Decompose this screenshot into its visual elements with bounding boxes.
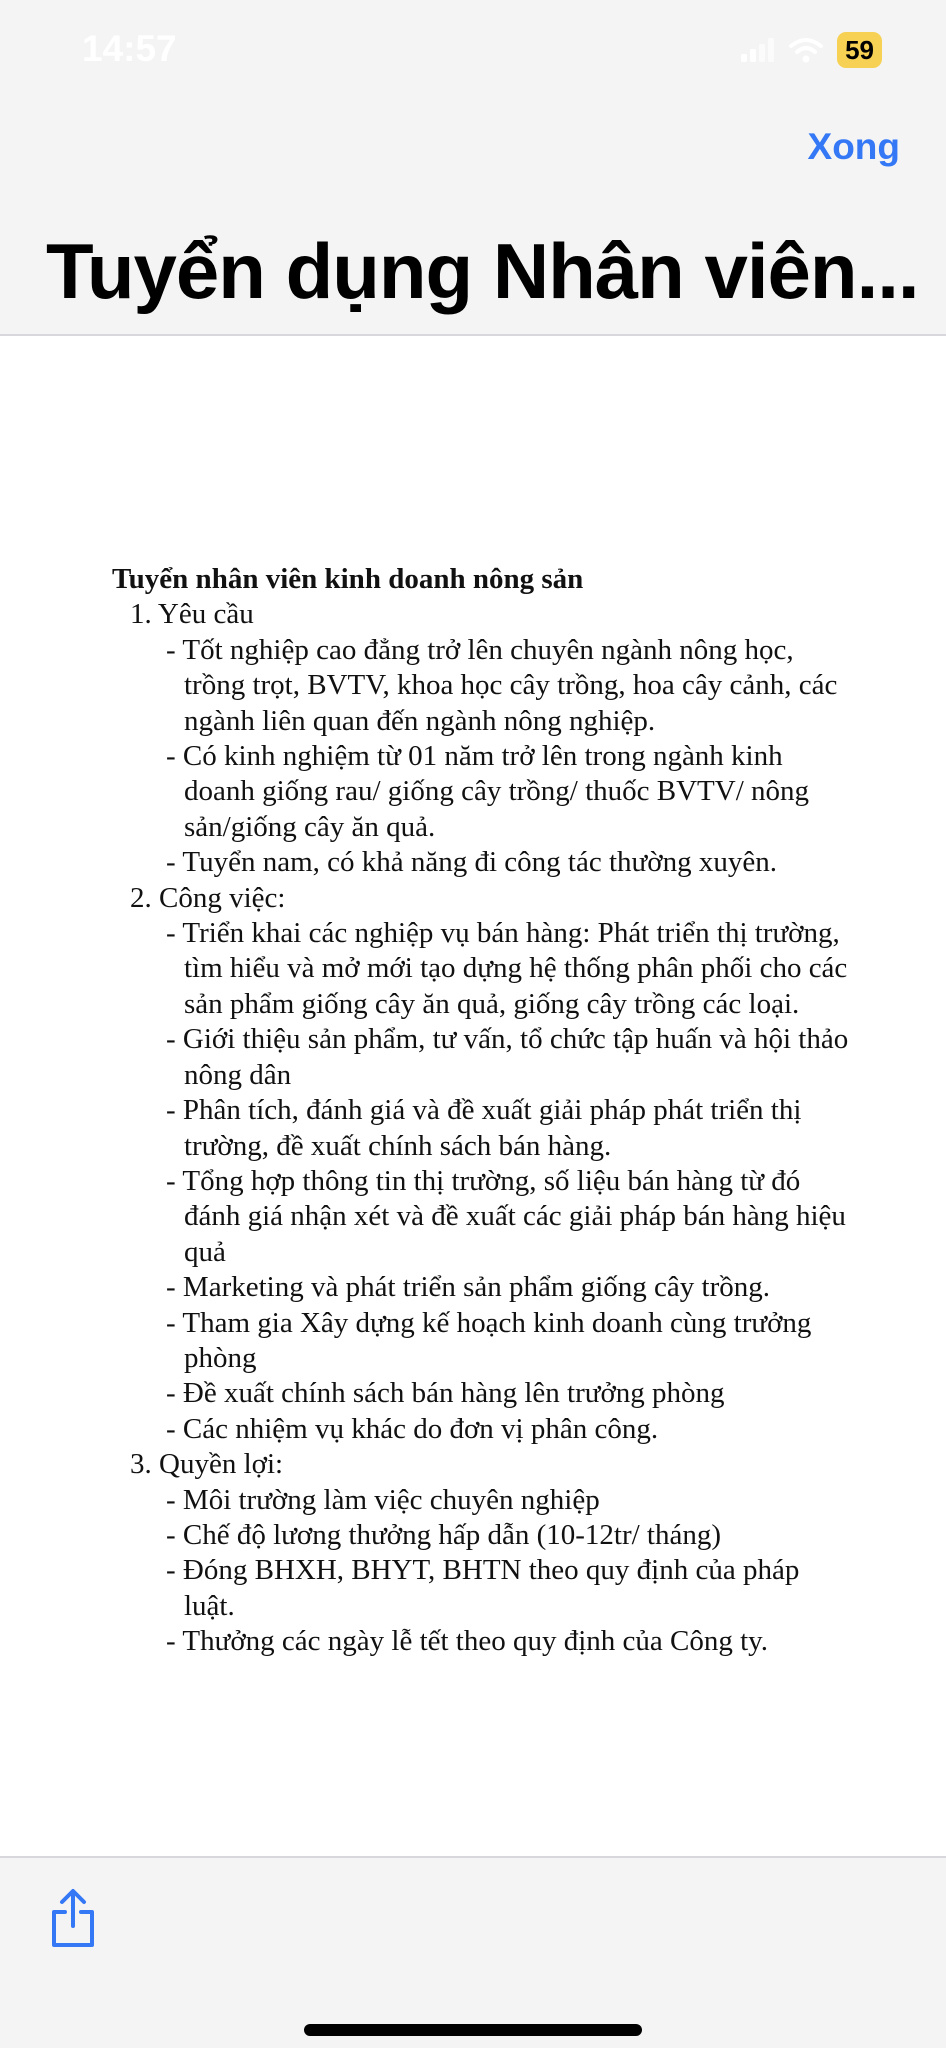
navigation-header bbox=[0, 0, 946, 336]
list-item: - Đóng BHXH, BHYT, BHTN theo quy định của pháp luật. bbox=[166, 1554, 800, 1622]
home-indicator bbox=[304, 2024, 642, 2036]
list-item: - Tổng hợp thông tin thị trường, số liệu bán hàng từ đó đánh giá nhận xét và đề xuất các giải pháp bán hàng hiệu quả bbox=[166, 1164, 846, 1268]
document-content bbox=[112, 562, 852, 1660]
done-button[interactable]: Xong bbox=[807, 126, 900, 167]
section-heading: 3. Quyền lợi: bbox=[130, 1448, 284, 1481]
status-time: 14:57 bbox=[82, 28, 177, 69]
list-item: - Tốt nghiệp cao đẳng trở lên chuyên ngành nông học, trồng trọt, BVTV, khoa học cây trồng, hoa cây cảnh, các ngành liên quan đến ngành nông nghiệp. bbox=[166, 633, 838, 737]
section-heading: 1. Yêu cầu bbox=[130, 598, 254, 631]
list-item: - Giới thiệu sản phẩm, tư vấn, tổ chức tập huấn và hội thảo nông dân bbox=[166, 1023, 849, 1091]
list-item: - Tuyển nam, có khả năng đi công tác thường xuyên. bbox=[166, 846, 777, 879]
list-item: - Môi trường làm việc chuyên nghiệp bbox=[166, 1483, 600, 1516]
document-heading: Tuyển nhân viên kinh doanh nông sản bbox=[112, 563, 584, 595]
wifi-icon bbox=[789, 37, 823, 63]
list-item: - Phân tích, đánh giá và đề xuất giải pháp phát triển thị trường, đề xuất chính sách bán hàng. bbox=[166, 1094, 802, 1162]
list-item: - Thưởng các ngày lễ tết theo quy định của Công ty. bbox=[166, 1625, 769, 1658]
list-item: - Triển khai các nghiệp vụ bán hàng: Phát triển thị trường, tìm hiểu và mở mới tạo dựng hệ thống phân phối cho các sản phẩm giống cây ăn quả, giống cây trồng các loại. bbox=[166, 917, 848, 1020]
list-item: - Marketing và phát triển sản phẩm giống cây trồng. bbox=[166, 1271, 771, 1304]
status-icons bbox=[741, 32, 882, 68]
section-heading: 2. Công việc: bbox=[130, 881, 286, 914]
battery-level: 59 bbox=[837, 32, 882, 68]
list-item: - Các nhiệm vụ khác do đơn vị phân công. bbox=[166, 1412, 659, 1445]
share-icon bbox=[48, 1888, 98, 1948]
page-title: Tuyển dụng Nhân viên... bbox=[46, 227, 919, 315]
list-item: - Có kinh nghiệm từ 01 năm trở lên trong ngành kinh doanh giống rau/ giống cây trồng/ thuốc BVTV/ nông sản/giống cây ăn quả. bbox=[166, 740, 810, 843]
bottom-toolbar bbox=[0, 1856, 946, 2048]
share-button[interactable] bbox=[48, 1888, 98, 1948]
document-lines bbox=[112, 597, 852, 1659]
list-item: - Đề xuất chính sách bán hàng lên trưởng phòng bbox=[166, 1377, 725, 1410]
list-item: - Tham gia Xây dựng kế hoạch kinh doanh cùng trưởng phòng bbox=[166, 1306, 812, 1374]
list-item: - Chế độ lương thưởng hấp dẫn (10-12tr/ tháng) bbox=[166, 1518, 722, 1551]
cellular-signal-icon bbox=[741, 38, 775, 62]
